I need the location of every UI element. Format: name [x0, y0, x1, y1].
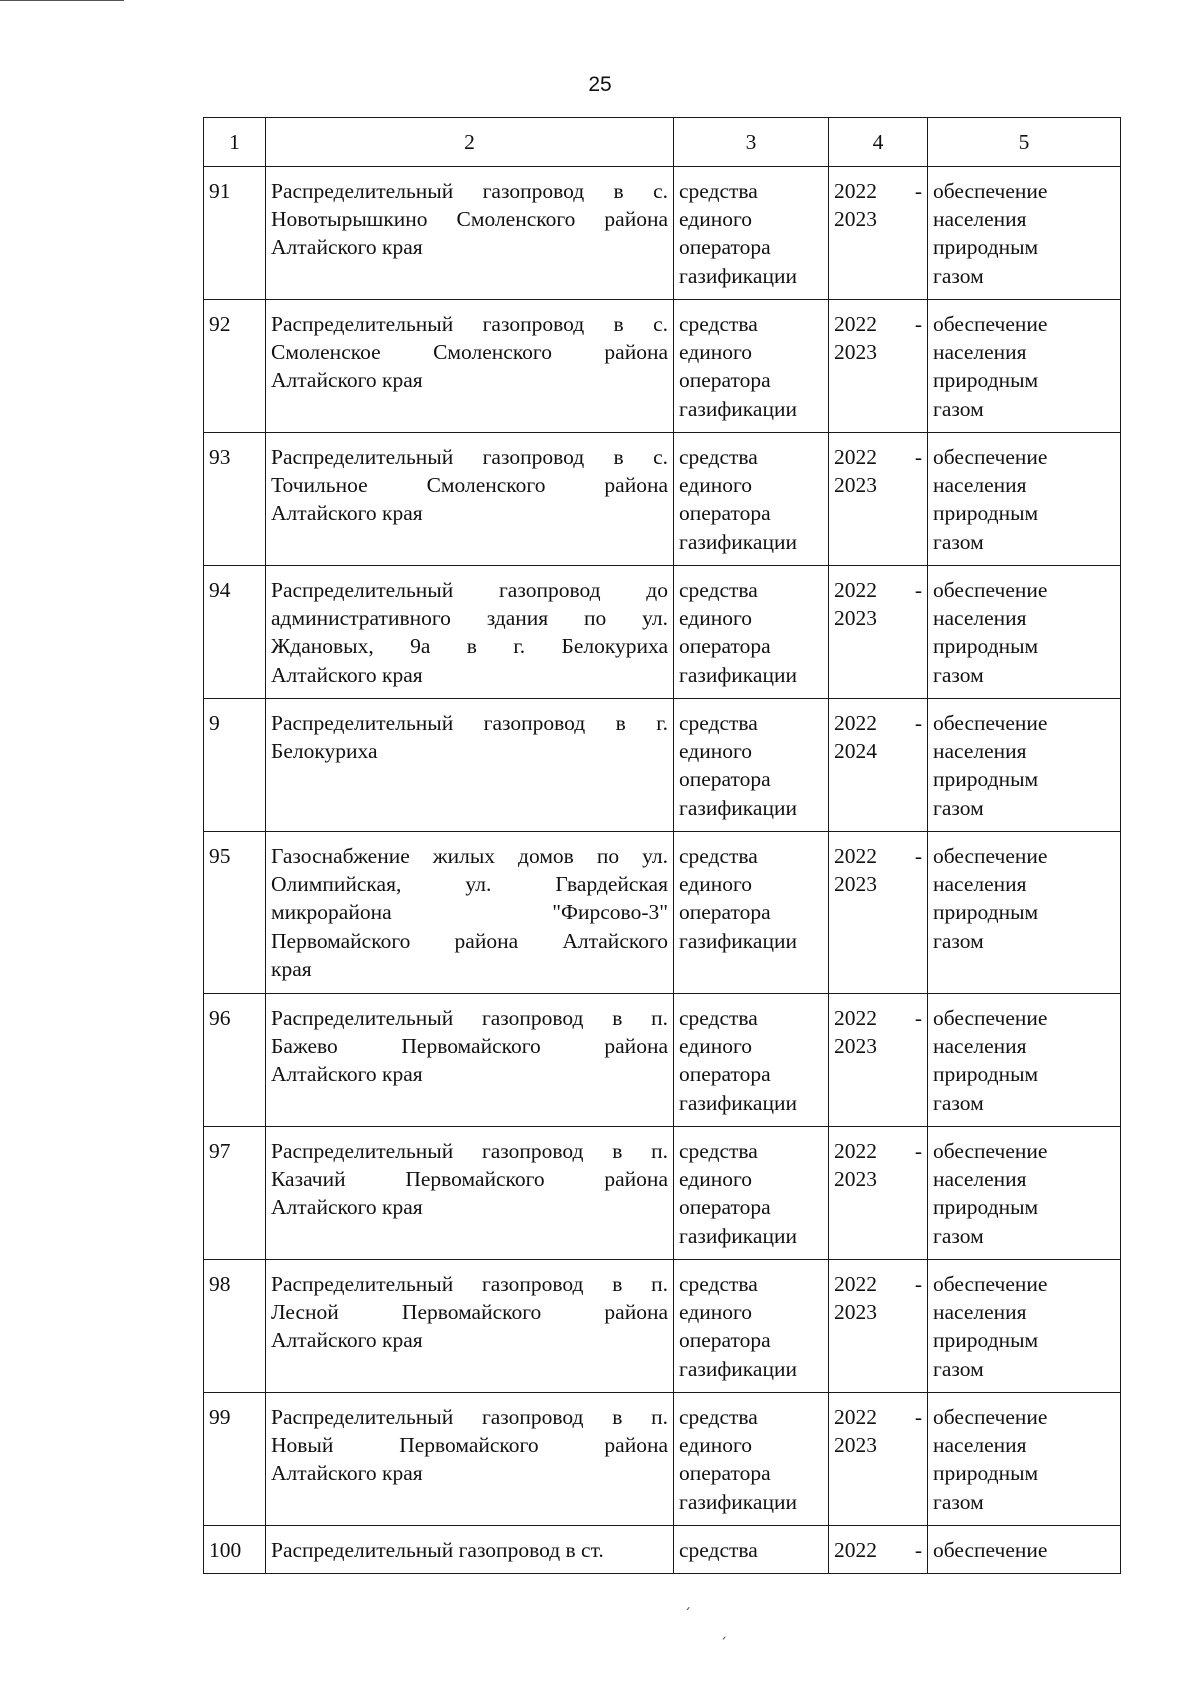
year-end: 2023 [834, 606, 877, 631]
funding-source-line: газификации [679, 928, 797, 953]
funding-source-line: средства [679, 711, 758, 735]
year-end: 2023 [834, 1167, 877, 1192]
object-name-line: Распределительный газопровод в с. [271, 312, 668, 336]
table-row [204, 566, 1121, 699]
year-start: 2022 [834, 1006, 877, 1030]
table-row [204, 167, 1121, 300]
object-name-line: Распределительный газопровод в с. [271, 179, 668, 203]
object-name-line: Ждановых, 9а в г. Белокуриха [271, 634, 668, 659]
purpose-line: газом [933, 662, 984, 687]
years-wrap [834, 1403, 922, 1459]
row-number: 92 [204, 300, 266, 433]
implementation-years [829, 300, 928, 433]
object-name-line: Распределительный газопровод до [271, 578, 668, 602]
object-name [266, 566, 674, 699]
years-wrap [834, 1004, 922, 1060]
year-dash: - [914, 711, 922, 735]
object-name [266, 1260, 674, 1393]
purpose-line: обеспечение [933, 312, 1048, 336]
year-dash: - [914, 1538, 922, 1562]
table-row [204, 994, 1121, 1127]
purpose [928, 433, 1121, 566]
funding-source [674, 994, 829, 1127]
year-dash: - [914, 1139, 922, 1163]
object-name [266, 167, 674, 300]
year-start: 2022 [834, 1538, 877, 1562]
years-wrap [834, 709, 922, 765]
years-wrap [834, 443, 922, 499]
purpose-line: газом [933, 529, 984, 554]
object-name-line: Алтайского края [271, 1328, 423, 1353]
funding-source-line: единого [679, 1300, 752, 1325]
year-end: 2023 [834, 1433, 877, 1458]
object-name-line: Алтайского края [271, 1461, 423, 1486]
funding-source [674, 832, 829, 994]
purpose-line: обеспечение [933, 844, 1048, 868]
funding-source-line: оператора [679, 900, 771, 925]
object-name-line: Распределительный газопровод в п. [271, 1405, 668, 1429]
years-wrap [834, 1137, 922, 1193]
year-end: 2023 [834, 473, 877, 498]
header-cell-2: 2 [266, 118, 674, 167]
purpose-line: обеспечение [933, 445, 1048, 469]
page-number: 25 [588, 73, 612, 96]
funding-source-line: единого [679, 606, 752, 631]
year-dash: - [914, 844, 922, 868]
funding-source-line: оператора [679, 1062, 771, 1087]
object-name-line: Бажево Первомайского района [271, 1034, 668, 1059]
object-name-line: административного здания по ул. [271, 606, 668, 631]
funding-source-line: оператора [679, 501, 771, 526]
year-dash: - [914, 312, 922, 336]
year-start: 2022 [834, 179, 877, 203]
year-end: 2023 [834, 1300, 877, 1325]
funding-source [674, 1526, 829, 1574]
funding-source-line: оператора [679, 1461, 771, 1486]
year-end: 2023 [834, 872, 877, 897]
table-row [204, 1526, 1121, 1574]
row-number: 91 [204, 167, 266, 300]
header-cell-4: 4 [829, 118, 928, 167]
purpose-line: населения [933, 473, 1027, 498]
object-name-line: Белокуриха [271, 739, 378, 764]
purpose-line: природным [933, 368, 1039, 393]
object-name-line: Лесной Первомайского района [271, 1300, 668, 1325]
object-name [266, 1393, 674, 1526]
implementation-years [829, 566, 928, 699]
funding-source-line: единого [679, 1034, 752, 1059]
funding-source-line: единого [679, 340, 752, 365]
header-cell-1: 1 [204, 118, 266, 167]
object-name-line: Алтайского края [271, 1062, 423, 1087]
object-name [266, 1127, 674, 1260]
funding-source-line: газификации [679, 795, 797, 820]
table-row [204, 1260, 1121, 1393]
funding-source-line: оператора [679, 235, 771, 260]
year-start: 2022 [834, 1405, 877, 1429]
funding-source [674, 1393, 829, 1526]
funding-source [674, 433, 829, 566]
purpose [928, 1260, 1121, 1393]
year-dash: - [914, 179, 922, 203]
purpose-line: населения [933, 207, 1027, 232]
object-name-line: Алтайского края [271, 662, 423, 687]
implementation-years [829, 1260, 928, 1393]
row-number: 98 [204, 1260, 266, 1393]
purpose-line: газом [933, 1223, 984, 1248]
row-number: 95 [204, 832, 266, 994]
table-row [204, 1127, 1121, 1260]
funding-source-line: единого [679, 872, 752, 897]
object-name-line: Первомайского района Алтайского [271, 928, 668, 953]
funding-source-line: оператора [679, 767, 771, 792]
purpose-line: газом [933, 928, 984, 953]
implementation-years [829, 994, 928, 1127]
object-name-line: края [271, 956, 312, 981]
year-end: 2024 [834, 739, 877, 764]
purpose-line: газом [933, 1489, 984, 1514]
row-number: 9 [204, 699, 266, 832]
purpose-line: населения [933, 340, 1027, 365]
schedule-table [203, 117, 1121, 1574]
implementation-years [829, 1393, 928, 1526]
funding-source-line: средства [679, 578, 758, 602]
year-end: 2023 [834, 1034, 877, 1059]
year-dash: - [914, 1006, 922, 1030]
funding-source-line: средства [679, 445, 758, 469]
purpose-line: обеспечение [933, 1405, 1048, 1429]
corner-rule [0, 0, 124, 1]
funding-source-line: единого [679, 1433, 752, 1458]
year-start: 2022 [834, 844, 877, 868]
funding-source-line: средства [679, 1272, 758, 1296]
year-start: 2022 [834, 1272, 877, 1296]
object-name-line: Точильное Смоленского района [271, 473, 668, 498]
row-number: 96 [204, 994, 266, 1127]
purpose [928, 699, 1121, 832]
purpose-line: природным [933, 900, 1039, 925]
purpose [928, 1127, 1121, 1260]
purpose [928, 167, 1121, 300]
purpose-line: газом [933, 795, 984, 820]
object-name [266, 1526, 674, 1574]
object-name-line: Распределительный газопровод в п. [271, 1139, 668, 1163]
purpose-line: природным [933, 235, 1039, 260]
purpose-line: природным [933, 1461, 1039, 1486]
year-dash: - [914, 445, 922, 469]
year-start: 2022 [834, 312, 877, 336]
purpose-line: населения [933, 1300, 1027, 1325]
year-end: 2023 [834, 340, 877, 365]
purpose-line: населения [933, 1034, 1027, 1059]
object-name-line: Смоленское Смоленского района [271, 340, 668, 365]
object-name-line: Газоснабжение жилых домов по ул. [271, 844, 668, 868]
funding-source-line: газификации [679, 263, 797, 288]
object-name [266, 832, 674, 994]
object-name [266, 699, 674, 832]
funding-source-line: единого [679, 207, 752, 232]
object-name [266, 300, 674, 433]
funding-source-line: газификации [679, 1090, 797, 1115]
purpose-line: природным [933, 1062, 1039, 1087]
purpose-line: газом [933, 396, 984, 421]
purpose-line: газом [933, 1356, 984, 1381]
row-number: 97 [204, 1127, 266, 1260]
years-wrap [834, 310, 922, 366]
years-wrap [834, 177, 922, 233]
row-number: 93 [204, 433, 266, 566]
purpose-line: природным [933, 501, 1039, 526]
funding-source-line: оператора [679, 368, 771, 393]
funding-source-line: единого [679, 473, 752, 498]
purpose-line: населения [933, 1167, 1027, 1192]
funding-source [674, 566, 829, 699]
implementation-years [829, 1127, 928, 1260]
purpose [928, 994, 1121, 1127]
purpose-line: природным [933, 1328, 1039, 1353]
purpose-line: населения [933, 1433, 1027, 1458]
object-name-line: Распределительный газопровод в ст. [271, 1538, 604, 1562]
purpose-line: газом [933, 1090, 984, 1115]
object-name-line: Алтайского края [271, 501, 423, 526]
year-start: 2022 [834, 578, 877, 602]
years-wrap [834, 576, 922, 632]
purpose [928, 566, 1121, 699]
funding-source-line: единого [679, 739, 752, 764]
purpose [928, 832, 1121, 994]
purpose-line: природным [933, 634, 1039, 659]
funding-source-line: газификации [679, 1356, 797, 1381]
funding-source [674, 167, 829, 300]
purpose [928, 1526, 1121, 1574]
years-wrap [834, 1536, 922, 1564]
funding-source [674, 300, 829, 433]
year-dash: - [914, 1272, 922, 1296]
object-name-line: Распределительный газопровод в п. [271, 1006, 668, 1030]
implementation-years [829, 433, 928, 566]
object-name-line: Алтайского края [271, 235, 423, 260]
table-row [204, 699, 1121, 832]
purpose-line: населения [933, 872, 1027, 897]
row-number: 99 [204, 1393, 266, 1526]
purpose-line: обеспечение [933, 1538, 1048, 1562]
table-row [204, 433, 1121, 566]
funding-source-line: средства [679, 1139, 758, 1163]
purpose-line: населения [933, 606, 1027, 631]
year-end: 2023 [834, 207, 877, 232]
funding-source-line: оператора [679, 1195, 771, 1220]
funding-source-line: средства [679, 844, 758, 868]
object-name-line: Распределительный газопровод в с. [271, 445, 668, 469]
object-name-line: Олимпийская, ул. Гвардейская [271, 872, 668, 897]
object-name-line: Алтайского края [271, 368, 423, 393]
funding-source [674, 1260, 829, 1393]
year-start: 2022 [834, 445, 877, 469]
object-name-line: Алтайского края [271, 1195, 423, 1220]
table-row [204, 832, 1121, 994]
funding-source-line: газификации [679, 662, 797, 687]
funding-source-line: средства [679, 1538, 758, 1562]
funding-source [674, 1127, 829, 1260]
funding-source [674, 699, 829, 832]
purpose-line: газом [933, 263, 984, 288]
purpose-line: обеспечение [933, 179, 1048, 203]
purpose-line: обеспечение [933, 1006, 1048, 1030]
purpose-line: обеспечение [933, 1272, 1048, 1296]
header-cell-5: 5 [928, 118, 1121, 167]
year-start: 2022 [834, 1139, 877, 1163]
implementation-years [829, 1526, 928, 1574]
implementation-years [829, 699, 928, 832]
year-dash: - [914, 1405, 922, 1429]
purpose-line: обеспечение [933, 578, 1048, 602]
funding-source-line: единого [679, 1167, 752, 1192]
year-dash: - [914, 578, 922, 602]
header-cell-3: 3 [674, 118, 829, 167]
object-name-line: Распределительный газопровод в г. [271, 711, 668, 735]
purpose-line: населения [933, 739, 1027, 764]
funding-source-line: оператора [679, 634, 771, 659]
funding-source-line: оператора [679, 1328, 771, 1353]
object-name-line: микрорайона "Фирсово-3" [271, 900, 668, 925]
table-body [204, 118, 1121, 1574]
object-name [266, 994, 674, 1127]
years-wrap [834, 842, 922, 898]
funding-source-line: средства [679, 179, 758, 203]
funding-source-line: средства [679, 1405, 758, 1429]
funding-source-line: газификации [679, 1223, 797, 1248]
scan-speck: ˊ [684, 1607, 691, 1623]
row-number: 100 [204, 1526, 266, 1574]
funding-source-line: газификации [679, 529, 797, 554]
object-name-line: Казачий Первомайского района [271, 1167, 668, 1192]
funding-source-line: средства [679, 1006, 758, 1030]
object-name-line: Распределительный газопровод в п. [271, 1272, 668, 1296]
funding-source-line: средства [679, 312, 758, 336]
funding-source-line: газификации [679, 1489, 797, 1514]
header-row [204, 118, 1121, 167]
funding-source-line: газификации [679, 396, 797, 421]
implementation-years [829, 167, 928, 300]
object-name-line: Новый Первомайского района [271, 1433, 668, 1458]
purpose-line: природным [933, 767, 1039, 792]
years-wrap [834, 1270, 922, 1326]
purpose-line: природным [933, 1195, 1039, 1220]
purpose-line: обеспечение [933, 1139, 1048, 1163]
year-start: 2022 [834, 711, 877, 735]
table-row [204, 300, 1121, 433]
implementation-years [829, 832, 928, 994]
purpose [928, 300, 1121, 433]
row-number: 94 [204, 566, 266, 699]
scan-speck: ˏ [720, 1624, 727, 1640]
purpose [928, 1393, 1121, 1526]
purpose-line: обеспечение [933, 711, 1048, 735]
table-row [204, 1393, 1121, 1526]
object-name-line: Новотырышкино Смоленского района [271, 207, 668, 232]
object-name [266, 433, 674, 566]
